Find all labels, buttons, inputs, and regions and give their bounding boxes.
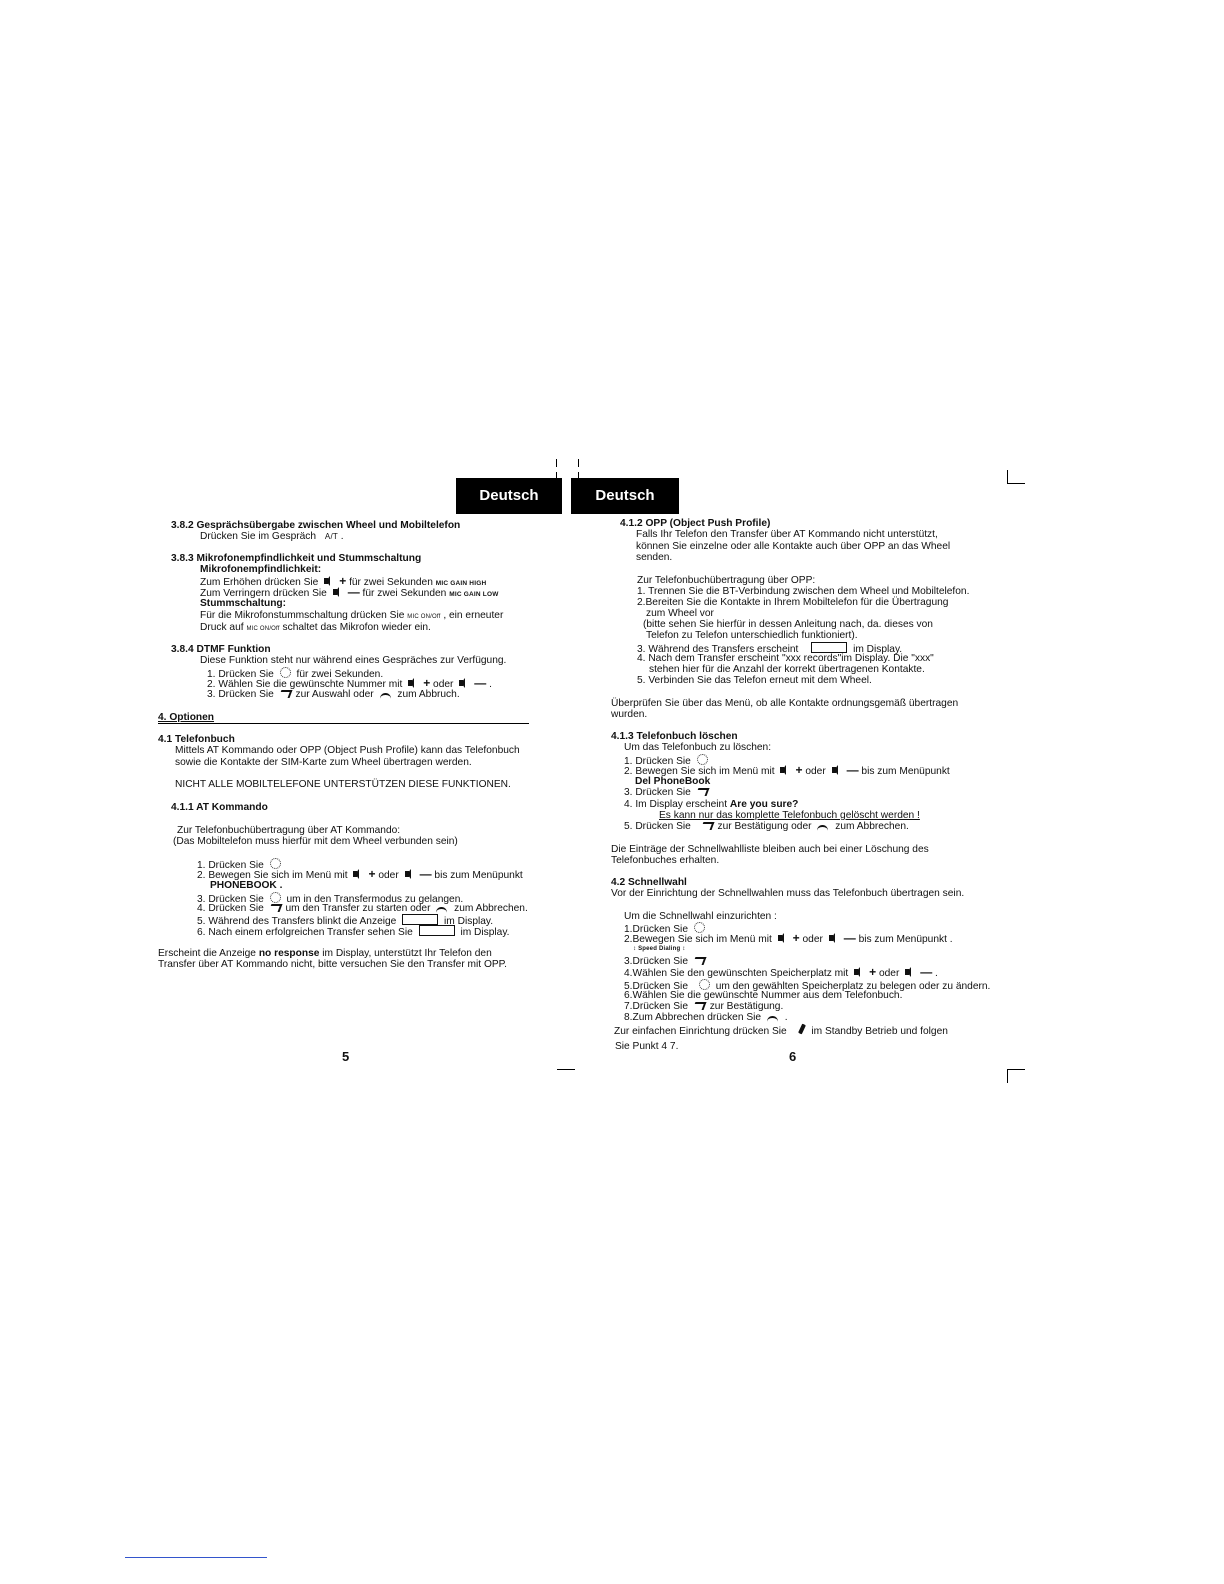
text: 5. Während des Transfers blinkt die Anzeige xyxy=(197,916,397,927)
text: bis zum Menüpunkt xyxy=(861,766,950,777)
volume-up-icon xyxy=(854,967,865,977)
volume-down-icon xyxy=(905,967,916,977)
crop-mark xyxy=(557,1069,575,1070)
call-icon xyxy=(694,1002,704,1010)
call-icon xyxy=(694,957,704,965)
phone-button-icon xyxy=(798,1024,806,1035)
text: im Standby Betrieb und folgen xyxy=(811,1026,948,1037)
plus-icon: + xyxy=(368,867,376,881)
volume-up-icon xyxy=(353,869,364,879)
fingerprint-button-icon xyxy=(270,858,281,869)
mic-key-icon: MIC ON/Off xyxy=(246,626,280,632)
crop-mark xyxy=(1008,483,1025,484)
display-text: MIC GAIN HIGH xyxy=(435,580,487,587)
list-item: 2. Wählen Sie die gewünschte Nummer mit + oder — . xyxy=(207,676,492,690)
text: im Display. xyxy=(444,916,494,927)
paragraph: Vor der Einrichtung der Schnellwahlen muss das Telefonbuch übertragen sein. xyxy=(611,888,965,899)
text: bis zum Menüpunkt . xyxy=(858,934,953,945)
transfer-display-icon xyxy=(811,642,847,653)
text: Zum Erhöhen drücken Sie xyxy=(200,577,319,588)
plus-icon: + xyxy=(869,965,877,979)
text: 6. Nach einem erfolgreichen Transfer sehen Sie xyxy=(197,927,413,938)
text: , ein erneuter xyxy=(443,610,504,621)
text: Erscheint die Anzeige xyxy=(158,948,256,959)
section-title: 4.2 Schnellwahl xyxy=(611,877,687,888)
list-item: 4.Wählen Sie den gewünschten Speicherplatz mit + oder — . xyxy=(624,965,938,979)
text: Are you sure? xyxy=(729,799,799,810)
text: zur Bestätigung. xyxy=(709,1001,784,1012)
minus-icon: — xyxy=(347,585,360,599)
list-item xyxy=(197,903,528,914)
language-tab-left: Deutsch xyxy=(456,478,562,514)
fingerprint-button-icon xyxy=(270,892,281,903)
text: zum Abbruch. xyxy=(397,689,460,700)
section-title: 4.1.1 AT Kommando xyxy=(171,802,268,813)
volume-down-icon xyxy=(829,933,840,943)
minus-icon: — xyxy=(920,965,933,979)
transfer-ok-display-icon xyxy=(419,925,455,936)
subsection-title: Mikrofonempfindlichkeit: xyxy=(200,564,322,575)
plus-icon: + xyxy=(795,763,803,777)
list-item: stehen hier für die Anzahl der korrekt übertragenen Kontakte. xyxy=(649,664,925,675)
text: 3.Drücken Sie xyxy=(624,956,688,967)
notice: NICHT ALLE MOBILTELEFONE UNTERSTÜTZEN DIESE FUNKTIONEN. xyxy=(175,779,511,790)
plus-icon: + xyxy=(792,931,800,945)
text: für zwei Sekunden xyxy=(362,588,447,599)
section-title: 3.8.2 Gesprächsübergabe zwischen Wheel und Mobiltelefon xyxy=(171,520,461,531)
text: schaltet das Mikrofon wieder ein. xyxy=(282,622,431,633)
paragraph: Die Einträge der Schnellwahlliste bleiben auch bei einer Löschung des xyxy=(611,844,929,855)
text: 4.Wählen Sie den gewünschten Speicherplatz mit xyxy=(624,968,849,979)
text: 3. Während des Transfers erscheint xyxy=(637,644,799,655)
hang-up-icon xyxy=(817,824,829,830)
paragraph: Transfer über AT Kommando nicht, bitte versuchen Sie den Transfer mit OPP. xyxy=(158,959,507,970)
text: 3. Drücken Sie xyxy=(197,894,264,905)
section-title: 3.8.3 Mikrofonempfindlichkeit und Stummschaltung xyxy=(171,553,422,564)
paragraph xyxy=(200,622,431,635)
page-number: 6 xyxy=(789,1049,797,1064)
volume-up-icon xyxy=(324,576,335,586)
text: 1. Drücken Sie xyxy=(197,860,264,871)
call-icon xyxy=(697,788,707,796)
subsection-title: Stummschaltung: xyxy=(200,598,287,609)
text: bis zum Menüpunkt xyxy=(434,870,523,881)
paragraph: sowie die Kontakte der SIM-Karte zum Wheel übertragen werden. xyxy=(175,757,472,768)
warning-text: Es kann nur das komplette Telefonbuch gelöscht werden ! xyxy=(659,810,920,821)
volume-down-icon xyxy=(832,765,843,775)
paragraph: Mittels AT Kommando oder OPP (Object Push Profile) kann das Telefonbuch xyxy=(175,745,520,756)
paragraph: Drücken Sie im Gespräch A/T . xyxy=(200,531,344,542)
hang-up-icon xyxy=(767,1015,779,1021)
text: 7.Drücken Sie xyxy=(624,1001,688,1012)
text: 5.Drücken Sie xyxy=(624,981,688,992)
paragraph: Überprüfen Sie über das Menü, ob alle Kontakte ordnungsgemäß übertragen xyxy=(611,698,959,709)
text: 5. Drücken Sie xyxy=(624,821,691,832)
crop-mark xyxy=(556,459,557,467)
list-item: 2.Bereiten Sie die Kontakte in Ihrem Mobiltelefon für die Übertragung xyxy=(637,597,949,608)
page-number: 5 xyxy=(342,1049,350,1064)
text: 3. Drücken Sie xyxy=(207,689,274,700)
list-item: 5. Verbinden Sie das Telefon erneut mit dem Wheel. xyxy=(637,675,872,686)
menu-item-label: ↕ Speed Dialing ↕ xyxy=(633,946,686,952)
paragraph: (Das Mobiltelefon muss hierfür mit dem Wheel verbunden sein) xyxy=(173,836,458,847)
paragraph: Falls Ihr Telefon den Transfer über AT Kommando nicht unterstützt, xyxy=(636,529,938,540)
crop-mark xyxy=(1007,470,1008,484)
paragraph xyxy=(158,948,492,959)
list-item xyxy=(624,1001,783,1012)
minus-icon: — xyxy=(843,931,856,945)
minus-icon: — xyxy=(474,676,487,690)
text: 3. Drücken Sie xyxy=(624,787,691,798)
section-title: 4.1 Telefonbuch xyxy=(158,734,235,745)
volume-down-icon xyxy=(333,587,344,597)
list-item xyxy=(624,956,707,967)
list-item: 4. Nach dem Transfer erscheint "xxx records"im Display. Die "xxx" xyxy=(637,653,934,664)
display-text: MIC GAIN LOW xyxy=(449,591,499,598)
plus-icon: + xyxy=(339,574,347,588)
text: 4. Im Display erscheint xyxy=(624,799,728,810)
list-item: 1. Trennen Sie die BT-Verbindung zwischen dem Wheel und Mobiltelefon. xyxy=(637,586,970,597)
crop-mark xyxy=(1007,1069,1025,1070)
minus-icon: — xyxy=(419,867,432,881)
paragraph: wurden. xyxy=(611,709,648,720)
paragraph: können Sie einzelne oder alle Kontakte auch über OPP an das Wheel xyxy=(636,541,951,552)
section-title: 4.1.3 Telefonbuch löschen xyxy=(611,731,738,742)
text: Drücken Sie im Gespräch xyxy=(200,531,317,542)
text: um den Transfer zu starten oder xyxy=(285,903,431,914)
text: zur Bestätigung oder xyxy=(717,821,812,832)
list-item xyxy=(624,787,710,798)
text: oder xyxy=(433,679,454,690)
fingerprint-button-icon xyxy=(697,754,708,765)
text: Druck auf xyxy=(200,622,244,633)
text: Zur einfachen Einrichtung drücken Sie xyxy=(614,1026,787,1037)
crop-mark xyxy=(578,459,579,467)
text: Zum Verringern drücken Sie xyxy=(200,588,327,599)
list-item xyxy=(197,925,510,938)
text: zur Auswahl oder xyxy=(295,689,374,700)
volume-down-icon xyxy=(459,678,470,688)
footer-link-underline xyxy=(125,1557,267,1558)
text: oder xyxy=(878,968,900,979)
section-title: 4.1.2 OPP (Object Push Profile) xyxy=(620,518,771,529)
crop-mark xyxy=(1007,1069,1008,1083)
fingerprint-button-icon xyxy=(280,667,291,678)
text: für zwei Sekunden xyxy=(349,577,433,588)
transfer-display-icon xyxy=(402,914,438,925)
list-item xyxy=(207,689,460,700)
text: im Display, unterstützt Ihr Telefon den xyxy=(322,948,492,959)
text: oder xyxy=(805,766,826,777)
text: oder xyxy=(378,870,399,881)
text: im Display. xyxy=(460,927,510,938)
text: für zwei Sekunden. xyxy=(296,669,384,680)
paragraph: Um das Telefonbuch zu löschen: xyxy=(624,742,772,753)
text: Für die Mikrofonstummschaltung drücken Sie xyxy=(200,610,405,621)
paragraph: Zur Telefonbuchübertragung über AT Kommando: xyxy=(177,825,401,836)
text: 4. Drücken Sie xyxy=(197,903,264,914)
volume-down-icon xyxy=(405,869,416,879)
list-item: Telefon zu Telefon unterschiedlich funktioniert). xyxy=(646,630,858,641)
paragraph: Diese Funktion steht nur während eines Gespräches zur Verfügung. xyxy=(200,655,507,666)
list-item: zum Wheel vor xyxy=(646,608,714,619)
mic-key-icon: MIC ON/Off xyxy=(407,614,441,620)
text: um in den Transfermodus zu gelangen. xyxy=(286,894,464,905)
chapter-title: 4. Optionen xyxy=(158,712,215,723)
call-icon xyxy=(702,822,712,830)
hang-up-icon xyxy=(436,906,448,912)
menu-item-label: PHONEBOOK . xyxy=(210,880,283,891)
paragraph: Telefonbuches erhalten. xyxy=(611,855,720,866)
text: um den gewählten Speicherplatz zu belegen oder zu ändern. xyxy=(715,981,991,992)
plus-icon: + xyxy=(423,676,431,690)
paragraph: Zur Telefonbuchübertragung über OPP: xyxy=(637,575,816,586)
text: 1. Drücken Sie xyxy=(624,756,691,767)
section-title: 3.8.4 DTMF Funktion xyxy=(171,644,271,655)
text: 2. Bewegen Sie sich im Menü mit xyxy=(197,870,348,881)
divider xyxy=(158,723,529,724)
language-tab-right: Deutsch xyxy=(571,478,679,514)
text: zum Abbrechen. xyxy=(835,821,909,832)
paragraph: Sie Punkt 4 7. xyxy=(615,1041,679,1052)
text: im Display. xyxy=(853,644,903,655)
text: oder xyxy=(802,934,823,945)
text: Speed Dialing xyxy=(638,946,681,952)
volume-up-icon xyxy=(780,765,791,775)
text: 2. Wählen Sie die gewünschte Nummer mit xyxy=(207,679,403,690)
list-item: (bitte sehen Sie hierfür in dessen Anleitung nach, da. dieses von xyxy=(643,619,933,630)
paragraph xyxy=(614,1024,948,1037)
text: zum Abbrechen. xyxy=(454,903,528,914)
list-item xyxy=(624,799,798,810)
list-item: 8.Zum Abbrechen drücken Sie . xyxy=(624,1012,788,1023)
call-icon xyxy=(280,690,290,698)
text: 2. Bewegen Sie sich im Menü mit xyxy=(624,766,775,777)
text: 8.Zum Abbrechen drücken Sie xyxy=(624,1012,762,1023)
minus-icon: — xyxy=(846,763,859,777)
text: no response xyxy=(258,948,320,959)
menu-item-label: Del PhoneBook xyxy=(635,776,711,787)
at-key-icon: A/T xyxy=(324,532,338,541)
text: PHONEBOOK xyxy=(210,880,277,891)
paragraph: Um die Schnellwahl einzurichten : xyxy=(624,911,777,922)
list-item: 6.Wählen Sie die gewünschte Nummer aus dem Telefonbuch. xyxy=(624,990,903,1001)
text: 1. Drücken Sie xyxy=(207,669,274,680)
list-item xyxy=(624,821,909,832)
text: 1.Drücken Sie xyxy=(624,924,688,935)
volume-up-icon xyxy=(778,933,789,943)
hang-up-icon xyxy=(380,692,392,698)
fingerprint-button-icon xyxy=(699,979,710,990)
fingerprint-button-icon xyxy=(694,922,705,933)
text: 2.Bewegen Sie sich im Menü mit xyxy=(624,934,772,945)
call-icon xyxy=(270,904,280,912)
paragraph: senden. xyxy=(636,552,673,563)
volume-up-icon xyxy=(408,678,419,688)
